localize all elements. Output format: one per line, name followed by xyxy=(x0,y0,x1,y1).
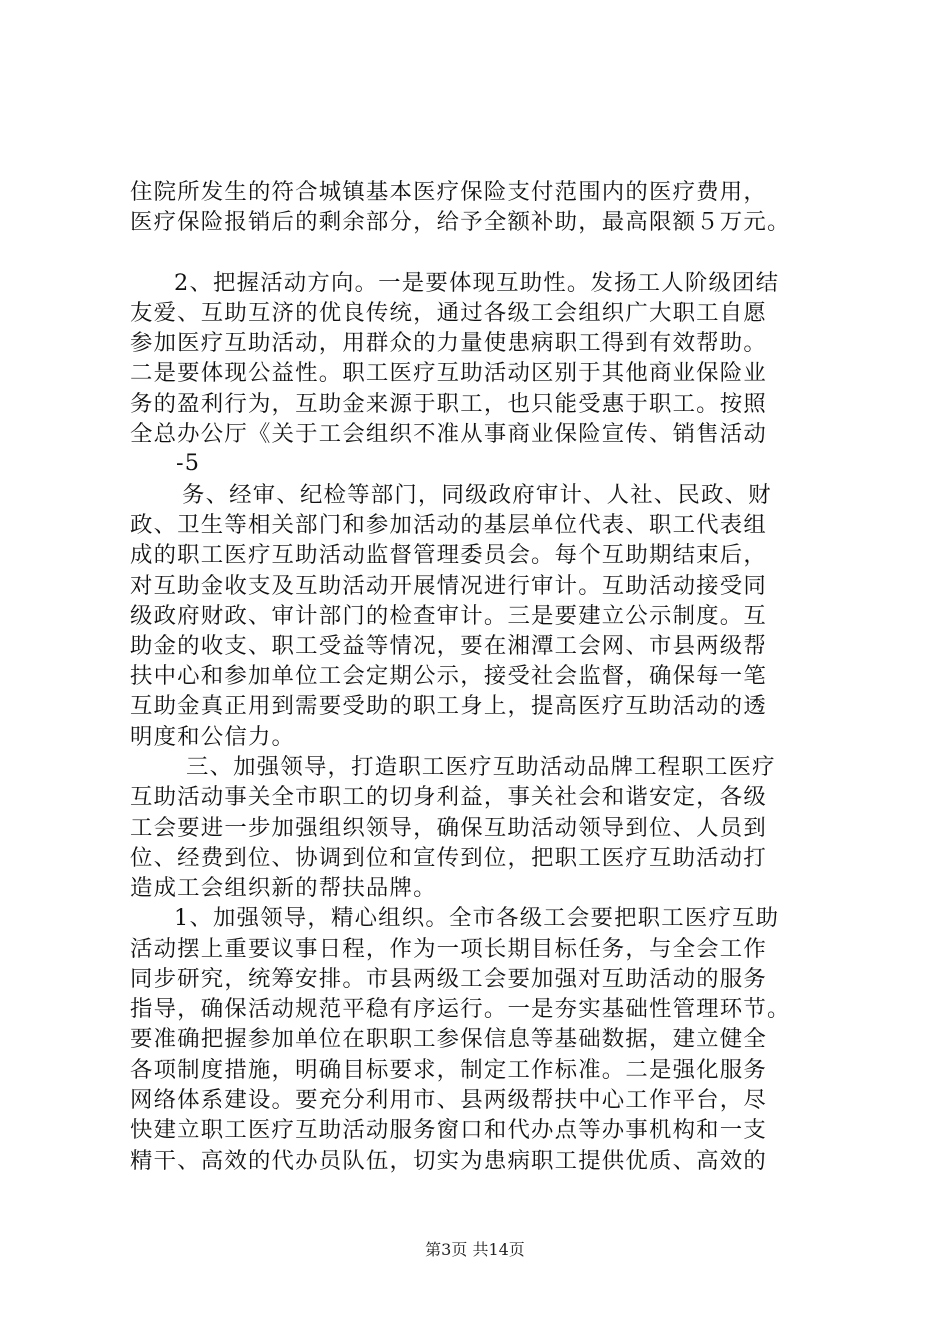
text-line: 政、卫生等相关部门和参加活动的基层单位代表、职工代表组 xyxy=(130,512,767,538)
text-line: 1、加强领导，精心组织。全市各级工会要把职工医疗互助 xyxy=(174,905,780,931)
text-line: 要准确把握参加单位在职职工参保信息等基础数据，建立健全 xyxy=(130,1026,767,1052)
page-number-fragment: -5 xyxy=(176,450,201,476)
page-footer: 第3页 共14页 xyxy=(425,1240,525,1259)
text-line: 友爱、互助互济的优良传统，通过各级工会组织广大职工自愿 xyxy=(130,300,767,326)
text-line: 明度和公信力。 xyxy=(130,724,296,750)
text-line: 务、经审、纪检等部门，同级政府审计、人社、民政、财 xyxy=(182,482,772,508)
text-line: 指导，确保活动规范平稳有序运行。一是夯实基础性管理环节。 xyxy=(130,996,791,1022)
text-line: 参加医疗互助活动，用群众的力量使患病职工得到有效帮助。 xyxy=(130,330,767,356)
text-line: 各项制度措施，明确目标要求，制定工作标准。二是强化服务 xyxy=(130,1057,767,1083)
text-line: 成的职工医疗互助活动监督管理委员会。每个互助期结束后， xyxy=(130,542,767,568)
text-line: 住院所发生的符合城镇基本医疗保险支付范围内的医疗费用， xyxy=(130,179,767,205)
text-line: 二是要体现公益性。职工医疗互助活动区别于其他商业保险业 xyxy=(130,360,767,386)
text-line: 对互助金收支及互助活动开展情况进行审计。互助活动接受同 xyxy=(130,573,767,599)
text-line: 精干、高效的代办员队伍，切实为患病职工提供优质、高效的 xyxy=(130,1148,767,1174)
text-line: 2、把握活动方向。一是要体现互助性。发扬工人阶级团结 xyxy=(174,270,780,296)
text-line: 级政府财政、审计部门的检查审计。三是要建立公示制度。互 xyxy=(130,603,767,629)
text-line: 三、加强领导，打造职工医疗互助活动品牌工程职工医疗 xyxy=(186,754,776,780)
text-line: 位、经费到位、协调到位和宣传到位，把职工医疗互助活动打 xyxy=(130,845,767,871)
text-line: 网络体系建设。要充分利用市、县两级帮扶中心工作平台，尽 xyxy=(130,1087,767,1113)
text-line: 快建立职工医疗互助活动服务窗口和代办点等办事机构和一支 xyxy=(130,1117,767,1143)
text-line: 互助活动事关全市职工的切身利益，事关社会和谐安定，各级 xyxy=(130,784,767,810)
text-line: 务的盈利行为，互助金来源于职工，也只能受惠于职工。按照 xyxy=(130,391,767,417)
text-line: 造成工会组织新的帮扶品牌。 xyxy=(130,875,437,901)
text-line: 医疗保险报销后的剩余部分，给予全额补助，最高限额５万元。 xyxy=(130,209,791,235)
text-line: 全总办公厅《关于工会组织不准从事商业保险宣传、销售活动 xyxy=(130,421,767,447)
text-line: 扶中心和参加单位工会定期公示，接受社会监督，确保每一笔 xyxy=(130,663,767,689)
text-line: 工会要进一步加强组织领导，确保互助活动领导到位、人员到 xyxy=(130,815,767,841)
text-line: 活动摆上重要议事日程，作为一项长期目标任务，与全会工作 xyxy=(130,936,767,962)
text-line: 助金的收支、职工受益等情况，要在湘潭工会网、市县两级帮 xyxy=(130,633,767,659)
text-line: 互助金真正用到需要受助的职工身上，提高医疗互助活动的透 xyxy=(130,693,767,719)
text-line: 同步研究，统筹安排。市县两级工会要加强对互助活动的服务 xyxy=(130,966,767,992)
